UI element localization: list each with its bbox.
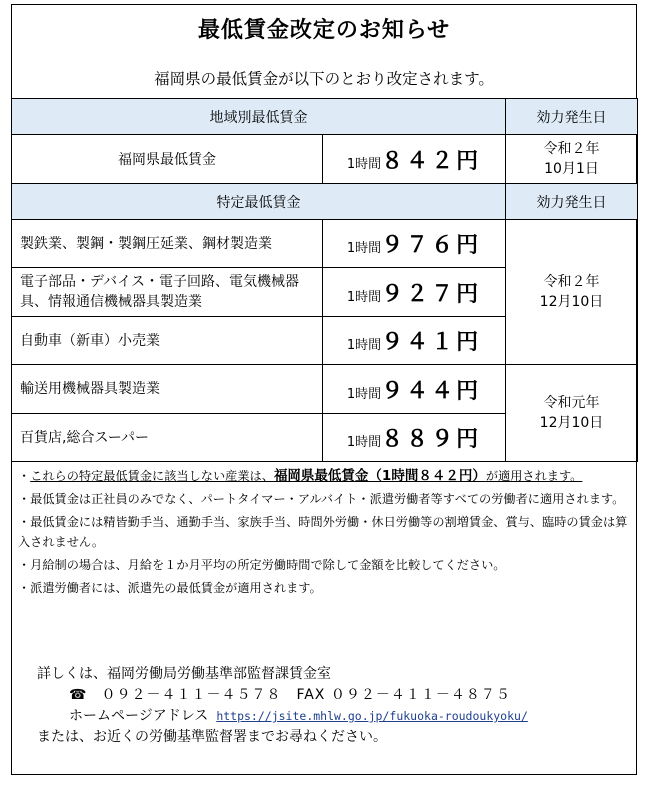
phone-icon: ☎ — [69, 687, 88, 703]
amount-cell — [323, 317, 506, 365]
group1-date-line1: 令和２年 — [543, 274, 600, 290]
contact-office: 詳しくは、福岡労働局労働基準部監督課賃金室 — [37, 666, 331, 682]
amount-value: ９２７円 — [381, 281, 482, 307]
amount-value: ９７６円 — [381, 233, 482, 258]
group1-date — [506, 220, 638, 365]
regional-date-header: 効力発生日 — [506, 99, 638, 135]
regional-unit: 1時間 — [346, 156, 382, 172]
contact-homepage-line — [37, 706, 528, 727]
wage-table — [11, 98, 638, 462]
note-5: ・派遣労働者には、派遣先の最低賃金が適用されます。 — [18, 581, 322, 595]
amount-unit: 1時間 — [346, 435, 382, 450]
regional-header: 地域別最低賃金 — [12, 99, 506, 135]
group2-date-line2: 12月10日 — [539, 415, 604, 431]
regional-date — [506, 135, 638, 184]
amount-unit: 1時間 — [346, 386, 382, 402]
amount-unit: 1時間 — [346, 241, 382, 256]
regional-date-line2: 10月1日 — [544, 161, 599, 177]
table-row — [12, 220, 638, 268]
regional-date-line1: 令和２年 — [543, 141, 600, 157]
amount-cell — [323, 414, 506, 462]
specific-header: 特定最低賃金 — [12, 184, 506, 220]
note-4: ・月給制の場合は、月給を１か月平均の所定労働時間で除して金額を比較してください。 — [18, 558, 506, 572]
note-1-part-c: が適用されます。 — [485, 469, 583, 483]
amount-value: ９４１円 — [381, 330, 482, 355]
notes-section — [18, 466, 630, 601]
page-title: 最低賃金改定のお知らせ — [197, 18, 451, 43]
amount-unit: 1時間 — [346, 289, 382, 305]
regional-amount-cell — [323, 135, 506, 184]
note-1-part-b: 福岡県最低賃金（1時間８４２円） — [273, 468, 486, 484]
homepage-link[interactable]: https://jsite.mhlw.go.jp/fukuoka-roudoukyoku/ — [216, 709, 528, 723]
amount-cell — [323, 268, 506, 317]
table-row — [12, 365, 638, 414]
amount-cell — [323, 220, 506, 268]
regional-name: 福岡県最低賃金 — [12, 135, 323, 184]
regional-header-row — [12, 99, 638, 135]
contact-footer: または、お近くの労働基準監督署までお尋ねください。 — [37, 729, 387, 745]
amount-unit: 1時間 — [346, 338, 382, 353]
amount-value: ８８９円 — [381, 427, 482, 452]
contact-section — [37, 664, 528, 748]
industry-name: 製鉄業、製鋼・製鋼圧延業、鋼材製造業 — [12, 220, 323, 268]
page-subtitle: 福岡県の最低賃金が以下のとおり改定されます。 — [154, 70, 494, 88]
amount-value: ９４４円 — [381, 378, 482, 404]
contact-phone: ０９２－４１１－４５７８ FAX ０９２－４１１－４８７５ — [101, 687, 511, 703]
note-1-prefix: ・ — [18, 469, 31, 483]
note-1 — [18, 466, 630, 486]
group1-date-line2: 12月10日 — [539, 294, 604, 310]
contact-phone-line — [37, 685, 528, 706]
group2-date — [506, 365, 638, 462]
note-3: ・最低賃金には精皆勤手当、通勤手当、家族手当、時間外労働・休日労働等の割増賃金、賞与、臨時の賃金は算入されません。 — [18, 515, 628, 549]
industry-name: 電子部品・デバイス・電子回路、電気機械器具、情報通信機械器具製造業 — [12, 268, 323, 317]
note-1-part-a: これらの特定最低賃金に該当しない産業は、 — [30, 469, 274, 483]
regional-amount: ８４２円 — [381, 148, 482, 174]
industry-name: 自動車（新車）小売業 — [12, 317, 323, 365]
specific-date-header: 効力発生日 — [506, 184, 638, 220]
group2-date-line1: 令和元年 — [543, 395, 600, 411]
homepage-label: ホームページアドレス — [69, 708, 209, 724]
industry-name: 輸送用機械器具製造業 — [12, 365, 323, 414]
amount-cell — [323, 365, 506, 414]
note-2: ・最低賃金は正社員のみでなく、パートタイマー・アルバイト・派遣労働者等すべての労働者に適用されます。 — [18, 492, 625, 506]
specific-header-row — [12, 184, 638, 220]
industry-name: 百貨店,総合スーパー — [12, 414, 323, 462]
regional-row — [12, 135, 638, 184]
